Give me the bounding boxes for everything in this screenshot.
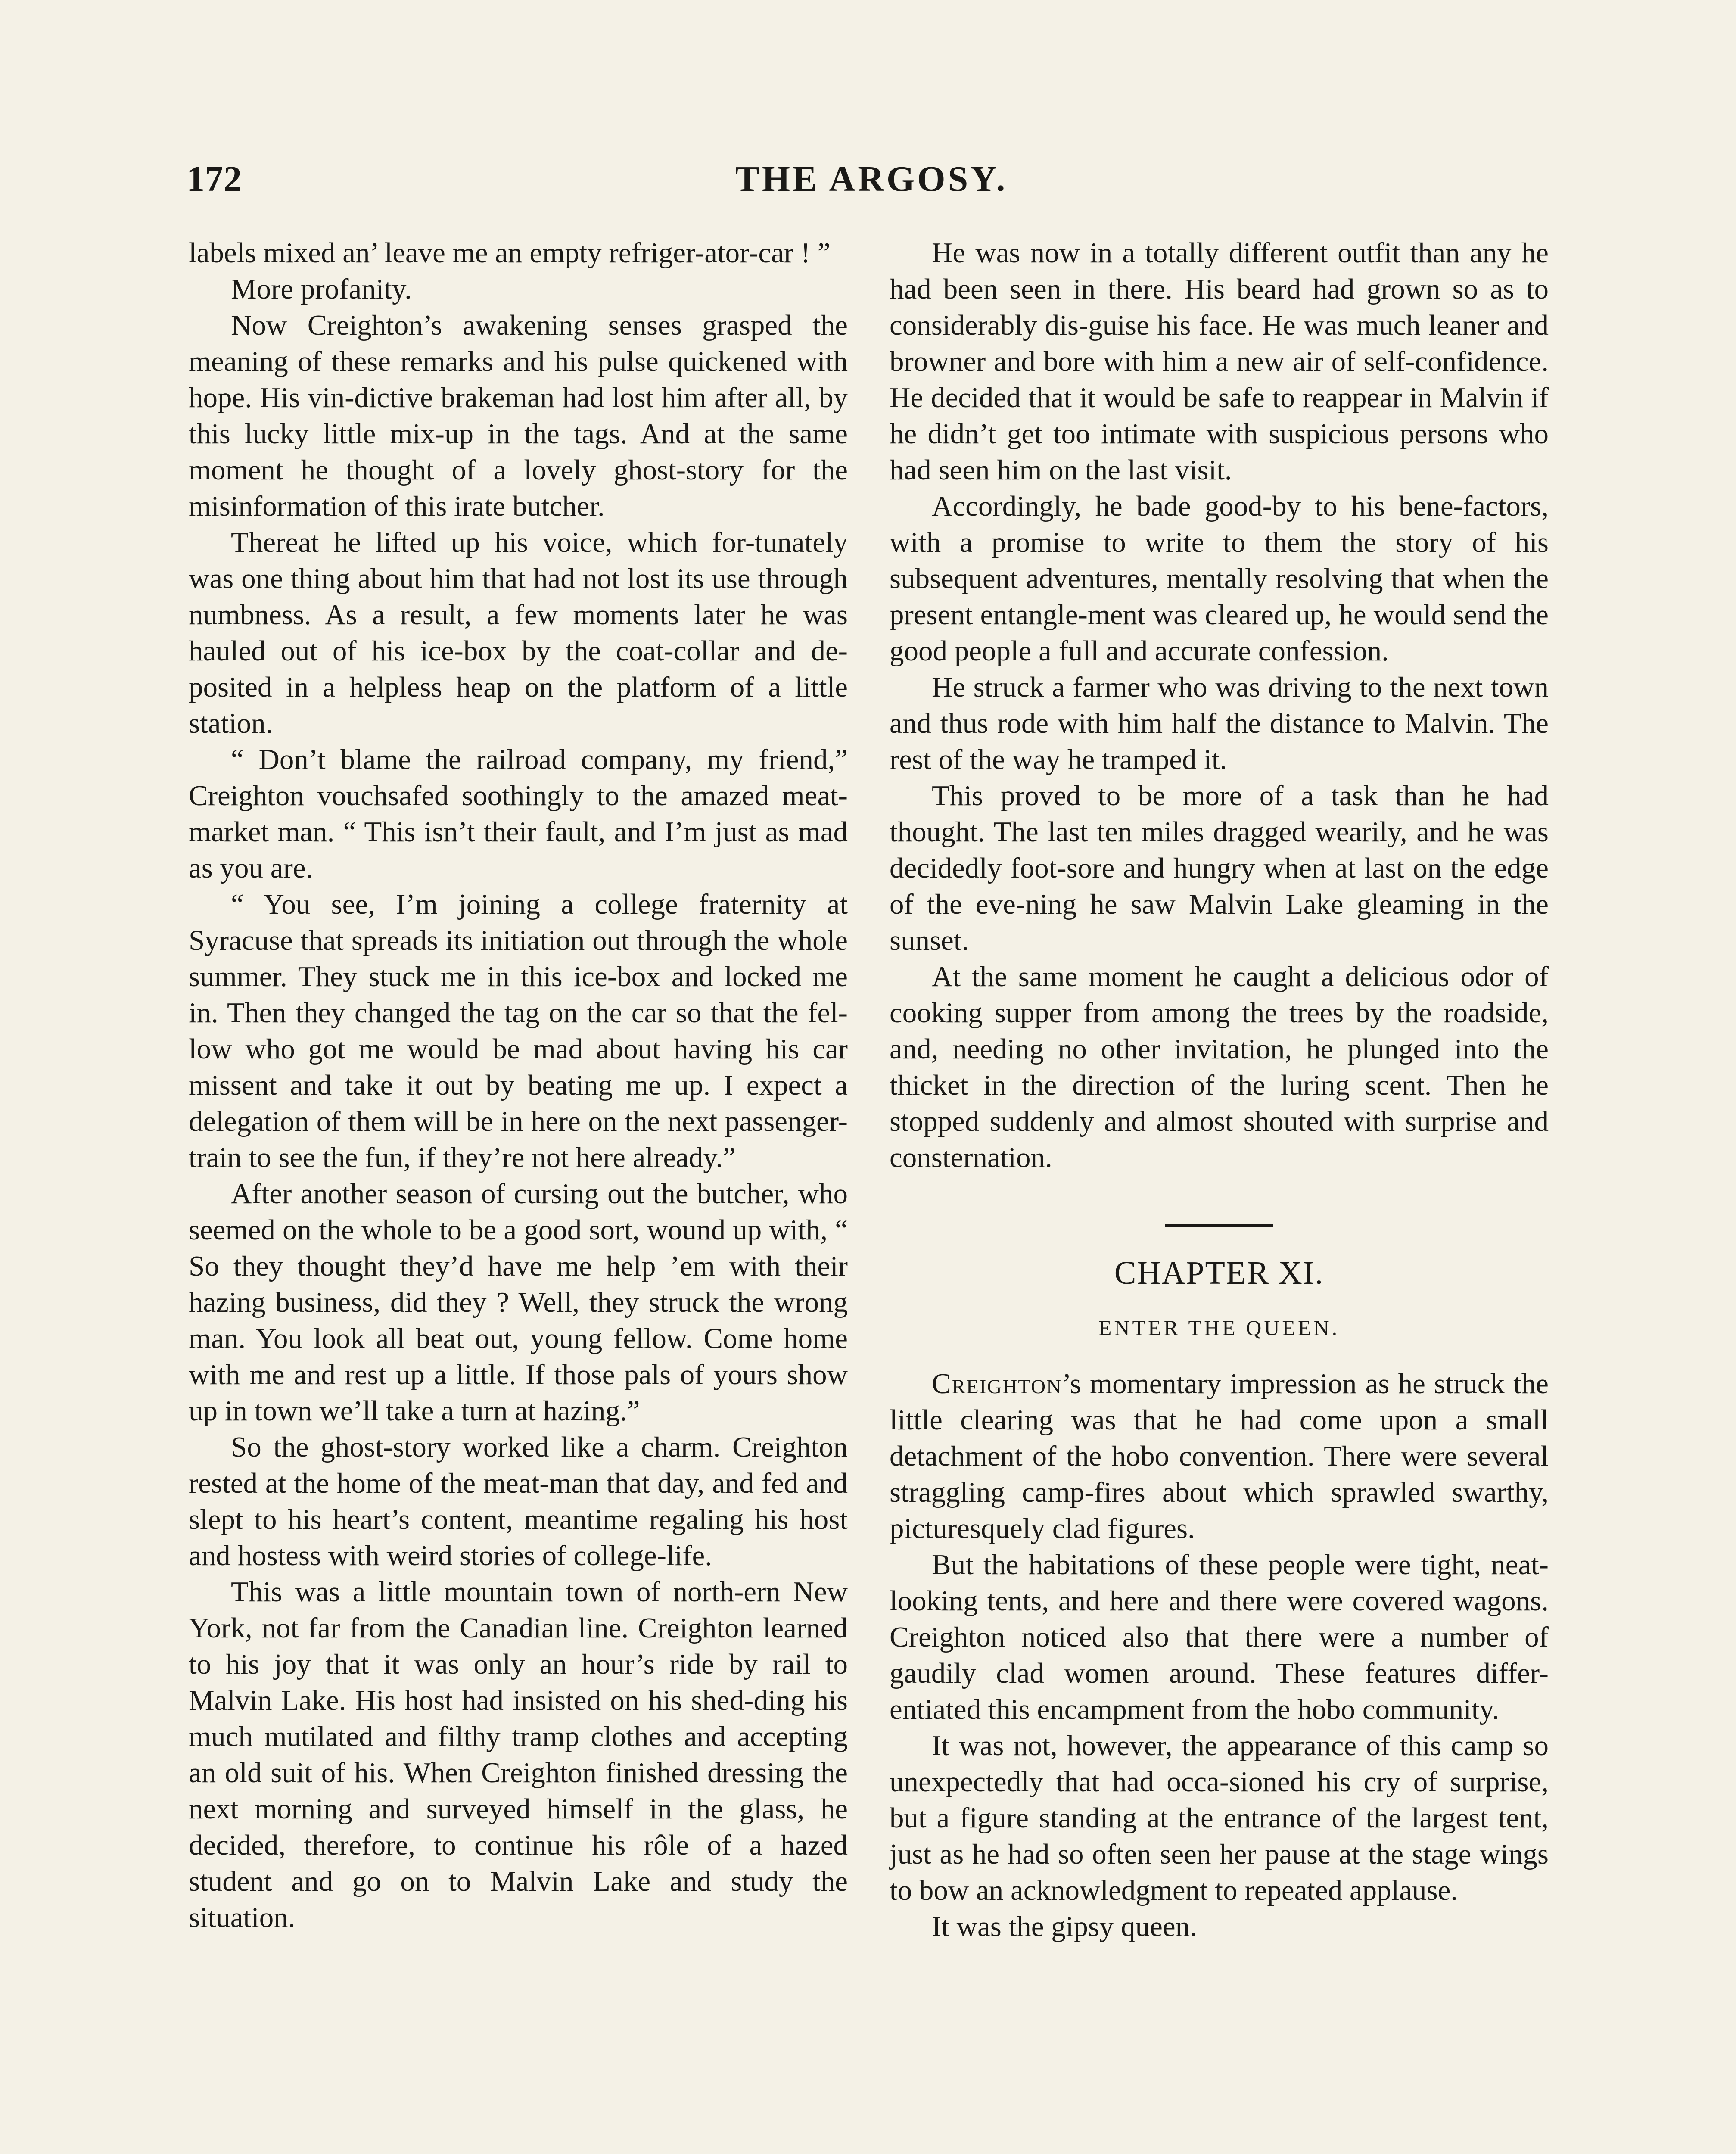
paragraph: He struck a farmer who was driving to the next town and thus rode with him half the distance to Malvin. The rest of the way he tramped it. bbox=[890, 671, 1549, 775]
paragraph: Thereat he lifted up his voice, which for-tunately was one thing about him that had not lost its use through numbness. As a result, a few moments later he was hauled out of his ice-box by the coat-collar and de-posited in a helpless heap on the platform of a little station. bbox=[189, 526, 848, 739]
paragraph: At the same moment he caught a delicious odor of cooking supper from among the trees by the roadside, and, needing no other invitation, he plunged into the thicket in the direction of the luring scent. Then he stopped suddenly and almost shouted with surprise and consternation. bbox=[890, 961, 1549, 1173]
right-column bbox=[890, 235, 1549, 1945]
paragraph: It was not, however, the appearance of this camp so unexpectedly that had occa-sioned his cry of surprise, but a figure standing at the entrance of the largest tent, just as he had so often seen her pause at the stage wings to bow an acknowledgment to repeated applause. bbox=[890, 1730, 1549, 1906]
chapter-title: CHAPTER XI. bbox=[1114, 1255, 1324, 1291]
paragraph: “ Don’t blame the railroad company, my friend,” Creighton vouchsafed soothingly to the amazed meat-market man. “ This isn’t their fault, and I’m just as mad as you are. bbox=[189, 744, 848, 884]
page-number: 172 bbox=[187, 159, 242, 199]
paragraph: labels mixed an’ leave me an empty refriger-ator-car ! ” bbox=[189, 237, 831, 269]
left-column bbox=[189, 235, 848, 1936]
opening-word: Creighton bbox=[932, 1368, 1062, 1400]
page-header bbox=[187, 158, 1556, 205]
opening-text: ’s momentary impression as he struck the little clearing was that he had come upon a small detachment of the hobo convention. There were several straggling camp-fires about which sprawled swarthy, picturesquely clad figures. bbox=[890, 1368, 1549, 1544]
paragraph: This proved to be more of a task than he had thought. The last ten miles dragged wearily, and he was decidedly foot-sore and hungry when at last on the edge of the eve-ning he saw Malvin Lake gleaming in the sunset. bbox=[890, 780, 1549, 956]
chapter-opening-paragraph bbox=[890, 1366, 1549, 1547]
paragraph: After another season of cursing out the butcher, who seemed on the whole to be a good sort, wound up with, “ So they thought they’d have me help ’em with their hazing business, did they ? Well, they struck the wrong man. You look all beat out, young fellow. Come home with me and rest up a little. If those pals of yours show up in town we’ll take a turn at hazing.” bbox=[189, 1178, 848, 1427]
paragraph: Now Creighton’s awakening senses grasped the meaning of these remarks and his pulse quickened with hope. His vin-dictive brakeman had lost him after all, by this lucky little mix-up in the tags. And at the same moment he thought of a lovely ghost-story for the misinformation of this irate butcher. bbox=[189, 309, 848, 522]
paragraph: Accordingly, he bade good-by to his bene-factors, with a promise to write to them the story of his subsequent adventures, mentally resolving that when the present entangle-ment was cleared up, he would send the good people a full and accurate confession. bbox=[890, 490, 1549, 667]
paragraph: More profanity. bbox=[231, 273, 412, 305]
paragraph: So the ghost-story worked like a charm. Creighton rested at the home of the meat-man that day, and fed and slept to his heart’s content, meantime regaling his host and hostess with weird stories of college-life. bbox=[189, 1431, 848, 1572]
paragraph: He was now in a totally different outfit than any he had been seen in there. His beard had grown so as to considerably dis-guise his face. He was much leaner and browner and bore with him a new air of self-confidence. He decided that it would be safe to reappear in Malvin if he didn’t get too intimate with suspicious persons who had seen him on the last visit. bbox=[890, 237, 1549, 486]
section-divider bbox=[1165, 1224, 1273, 1227]
chapter-subtitle: ENTER THE QUEEN. bbox=[1098, 1316, 1340, 1340]
paragraph: But the habitations of these people were tight, neat-looking tents, and here and there were covered wagons. Creighton noticed also that there were a number of gaudily clad women around. These features differ-entiated this encampment from the hobo community. bbox=[890, 1549, 1549, 1725]
paragraph: It was the gipsy queen. bbox=[932, 1911, 1197, 1942]
paragraph: This was a little mountain town of north-ern New York, not far from the Canadian line. Creighton learned to his joy that it was only an hour’s ride by rail to Malvin Lake. His host had insisted on his shed-ding his much mutilated and filthy tramp clothes and accepting an old suit of his. When Creighton finished dressing the next morning and surveyed himself in the glass, he decided, therefore, to continue his rôle of a hazed student and go on to Malvin Lake and study the situation. bbox=[189, 1576, 848, 1933]
running-title: THE ARGOSY. bbox=[735, 159, 1008, 199]
paragraph: “ You see, I’m joining a college fraternity at Syracuse that spreads its initiation out through the whole summer. They stuck me in this ice-box and locked me in. Then they changed the tag on the car so that the fel-low who got me would be mad about having his car missent and take it out by beating me up. I expect a delegation of them will be in here on the next passenger-train to see the fun, if they’re not here already.” bbox=[189, 888, 848, 1173]
